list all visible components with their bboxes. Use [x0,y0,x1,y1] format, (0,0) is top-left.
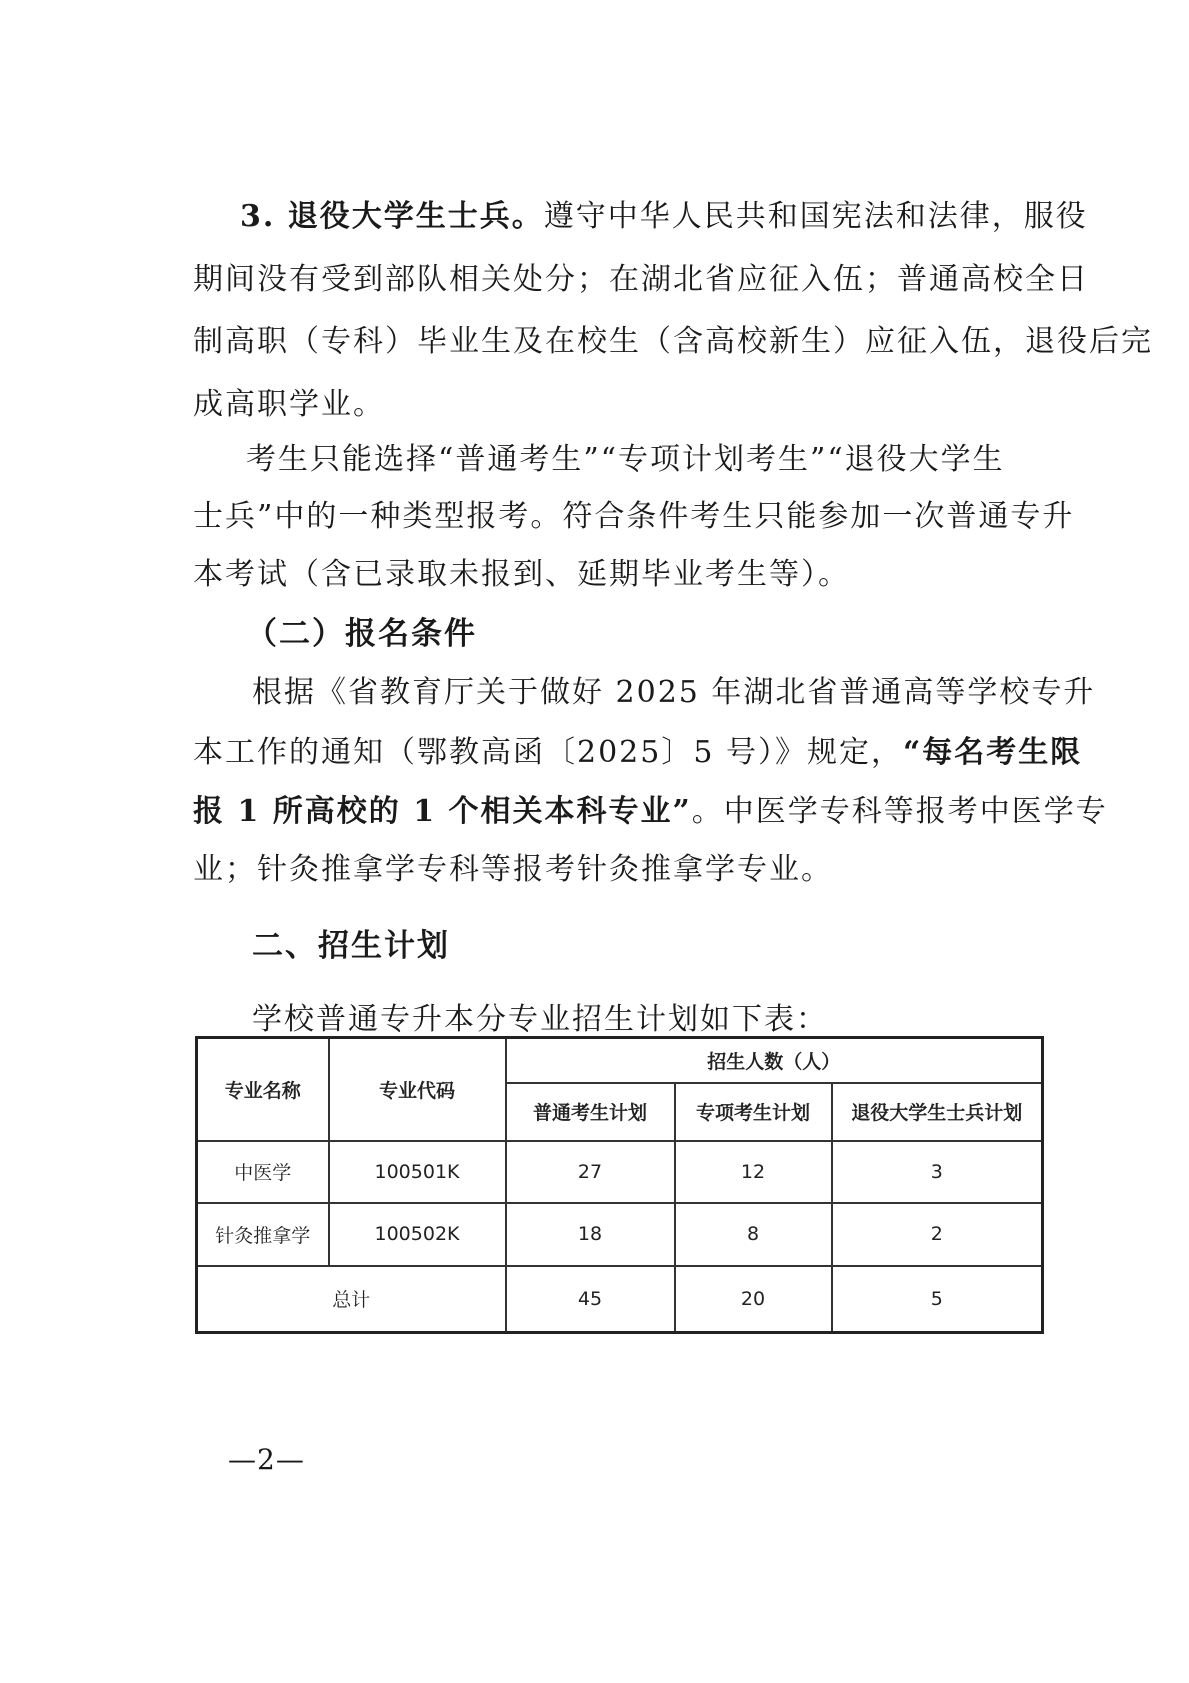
para3-line4: 业；针灸推拿学专科等报考针灸推拿学专业。 [193,852,833,887]
page-number: —2— [228,1443,305,1476]
cell-total-label: 总计 [197,1266,506,1333]
para1-line3: 制高职（专科）毕业生及在校生（含高校新生）应征入伍，退役后完 [193,324,1153,359]
section-heading: 二、招生计划 [252,928,450,964]
cell-major-code: 100501K [329,1141,506,1204]
table-total-row [197,1266,1043,1333]
cell-total-special: 20 [675,1266,832,1333]
para1-line2: 期间没有受到部队相关处分；在湖北省应征入伍；普通高校全日 [193,262,1089,297]
para3-line2-normal: 本工作的通知（鄂教高函〔2025〕5 号）》规定， [193,735,903,770]
para1-line4: 成高职学业。 [193,387,385,422]
para3-line1: 根据《省教育厅关于做好 2025 年湖北省普通高等学校专升 [252,675,1096,710]
para1-line1 [240,197,1088,237]
cell-major-name: 中医学 [197,1141,329,1204]
enrollment-plan-table [195,1036,1044,1334]
table-intro: 学校普通专升本分专业招生计划如下表： [252,1002,828,1037]
header-major-name: 专业名称 [197,1038,329,1141]
cell-regular: 18 [506,1203,675,1266]
table-row [197,1141,1043,1204]
para2-line2: 士兵”中的一种类型报考。符合条件考生只能参加一次普通专升 [193,499,1075,534]
table-row [197,1203,1043,1266]
cell-regular: 27 [506,1141,675,1204]
para1-lead: 3. 退役大学生士兵。 [240,199,544,234]
para3-line3-bold: 报 1 所高校的 1 个相关本科专业” [193,794,692,829]
cell-total-regular: 45 [506,1266,675,1333]
cell-major-code: 100502K [329,1203,506,1266]
para3-line3-rest: 。中医学专科等报考中医学专 [691,794,1108,829]
header-major-code: 专业代码 [329,1038,506,1141]
para3-line2-bold: “每名考生限 [902,735,1083,770]
header-veteran-plan: 退役大学生士兵计划 [832,1083,1043,1141]
para1-line1-rest: 遵守中华人民共和国宪法和法律，服役 [543,199,1088,234]
para3-line3 [193,792,1108,832]
cell-major-name: 针灸推拿学 [197,1203,329,1266]
para2-line3: 本考试（含已录取未报到、延期毕业考生等）。 [193,557,850,592]
cell-veteran: 2 [832,1203,1043,1266]
para3-line2 [193,733,1082,773]
cell-special: 8 [675,1203,832,1266]
header-special-plan: 专项考生计划 [675,1083,832,1141]
header-enrollment-group: 招生人数（人） [506,1038,1043,1083]
para2-line1: 考生只能选择“普通考生”“专项计划考生”“退役大学生 [246,442,1005,477]
section-sub-heading: （二）报名条件 [246,616,477,652]
cell-veteran: 3 [832,1141,1043,1204]
header-regular-plan: 普通考生计划 [506,1083,675,1141]
cell-total-veteran: 5 [832,1266,1043,1333]
cell-special: 12 [675,1141,832,1204]
